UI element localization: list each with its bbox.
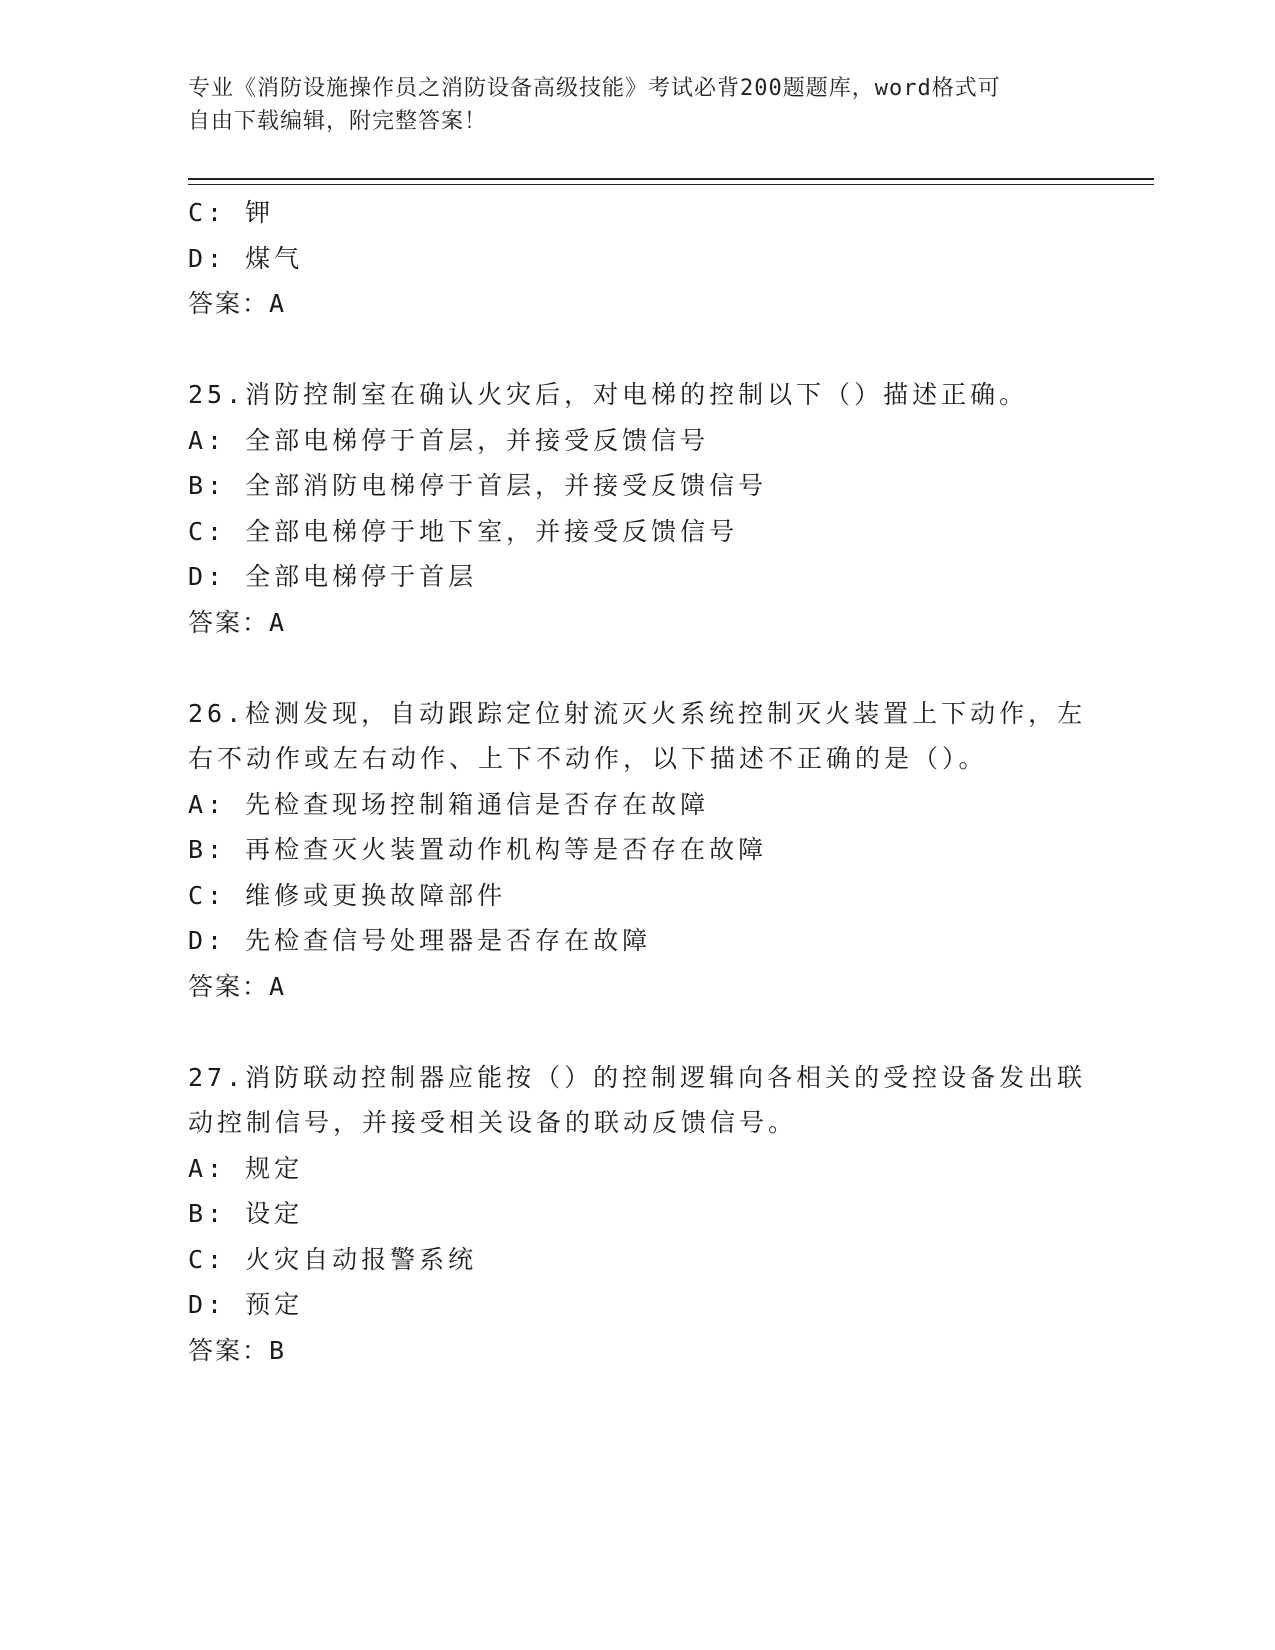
question-27: [188, 1055, 1088, 1374]
option-a: A: 规定: [188, 1153, 304, 1183]
question-stem: 25.消防控制室在确认火灾后，对电梯的控制以下（）描述正确。: [188, 380, 1029, 409]
partial-question: [188, 190, 1088, 327]
question-26: [188, 691, 1088, 1010]
option-c: C: 钾: [188, 198, 275, 227]
option-d: D: 煤气: [188, 243, 304, 273]
option-c: C: 全部电梯停于地下室，并接受反馈信号: [188, 516, 739, 546]
option-a: A: 先检查现场控制箱通信是否存在故障: [188, 789, 710, 819]
answer-value: A: [269, 607, 287, 637]
option-b: B: 再检查灭火装置动作机构等是否存在故障: [188, 835, 768, 864]
option-b: B: 设定: [188, 1199, 304, 1228]
document-content: [188, 190, 1088, 1373]
answer-line: [188, 1328, 1088, 1374]
header-divider-thin: [188, 184, 1154, 185]
spacer: [188, 645, 1088, 691]
answer-label: 答案：: [188, 1335, 270, 1365]
answer-value: B: [269, 1335, 287, 1365]
header-line-2: 自由下载编辑，附完整答案！: [188, 109, 488, 134]
answer-label: 答案：: [188, 607, 270, 637]
option-d: D: 先检查信号处理器是否存在故障: [188, 926, 652, 955]
header-line-1: 专业《消防设施操作员之消防设备高级技能》考试必背200题题库，word格式可: [188, 76, 1001, 101]
option-a: A: 全部电梯停于首层，并接受反馈信号: [188, 425, 710, 455]
option-d: D: 全部电梯停于首层: [188, 562, 478, 591]
answer-line: [188, 600, 1088, 646]
option-c: C: 火灾自动报警系统: [188, 1244, 478, 1274]
option-c: C: 维修或更换故障部件: [188, 880, 507, 910]
question-stem-line-2: 右不动作或左右动作、上下不动作，以下描述不正确的是（）。: [188, 744, 988, 773]
question-stem-line-2: 动控制信号，并接受相关设备的联动反馈信号。: [188, 1108, 798, 1137]
document-header: [188, 72, 1088, 138]
option-b: B: 全部消防电梯停于首层，并接受反馈信号: [188, 471, 768, 500]
answer-line: [188, 964, 1088, 1010]
option-d: D: 预定: [188, 1290, 304, 1319]
spacer: [188, 1009, 1088, 1055]
answer-label: 答案：: [188, 971, 270, 1001]
question-stem-line-1: 26.检测发现，自动跟踪定位射流灭火系统控制灭火装置上下动作，左: [188, 698, 1087, 728]
spacer: [188, 327, 1088, 373]
answer-value: A: [269, 289, 287, 318]
header-divider-thick: [188, 178, 1154, 180]
answer-value: A: [269, 971, 287, 1001]
answer-line: [188, 281, 1088, 327]
question-stem-line-1: 27.消防联动控制器应能按（）的控制逻辑向各相关的受控设备发出联: [188, 1062, 1087, 1092]
question-25: [188, 372, 1088, 645]
answer-label: 答案：: [188, 289, 270, 318]
